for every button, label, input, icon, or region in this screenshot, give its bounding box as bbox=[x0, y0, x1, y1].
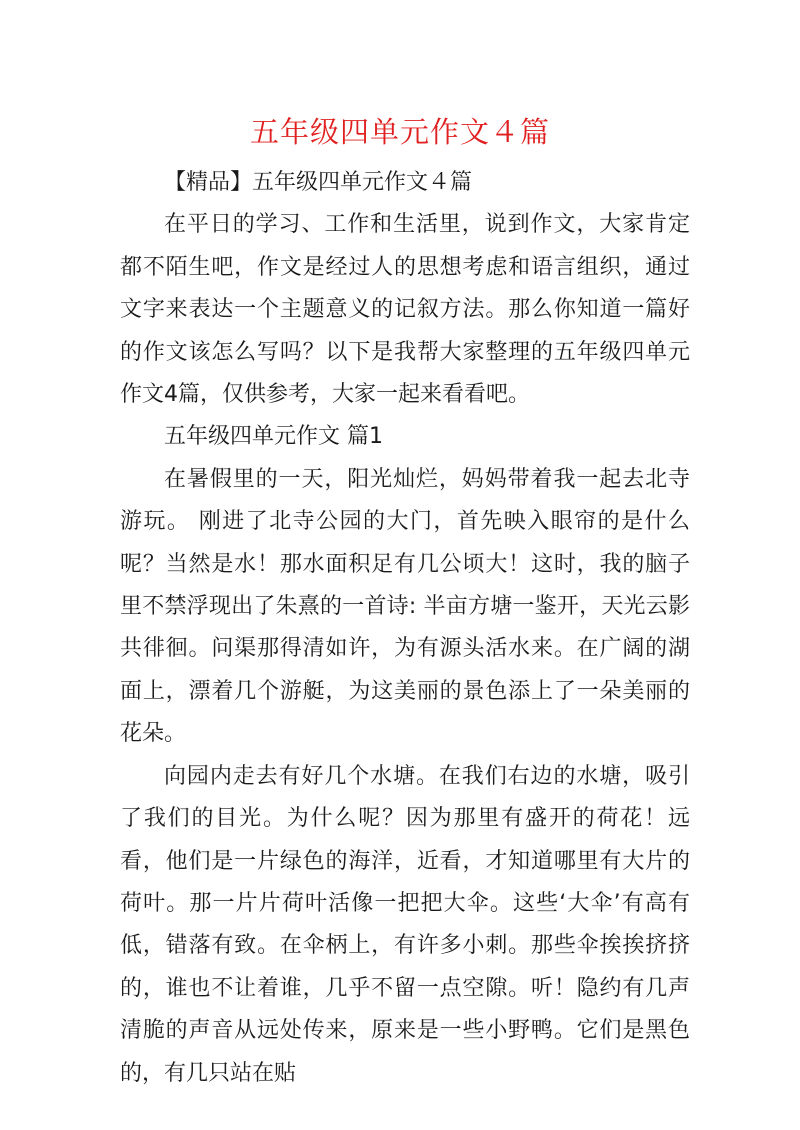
document-title: 五年级四单元作文４篇 bbox=[249, 115, 550, 149]
subtitle-paragraph: 【精品】五年级四单元作文４篇 bbox=[164, 170, 473, 195]
body-paragraph: 在暑假里的一天，阳光灿烂，妈妈带着我一起去北寺游玩。 刚进了北寺公园的大门，首先映入眼帘的是什么呢？当然是水！那水面积足有几公顷大！这时，我的脑子里不禁浮现出了朱熹的一首诗: 半亩方塘一鉴开，天光云影共徘徊。问渠那得清如许，为有源头活水来。在广阔的湖面上，漂着几个游艇，为这美丽的景色添上了一朵美丽的花朵。 bbox=[120, 466, 690, 747]
document-body bbox=[120, 162, 690, 1095]
body-paragraph: 向园内走去有好几个水塘。在我们右边的水塘，吸引了我们的目光。为什么呢？因为那里有盛开的荷花！远看，他们是一片绿色的海洋，近看，才知道哪里有大片的荷叶。那一片片荷叶活像一把把大伞。这些‘大伞’有高有低，错落有致。在伞柄上，有许多小刺。那些伞挨挨挤挤的，谁也不让着谁，几乎不留一点空隙。听！隐约有几声清脆的声音从远处传来，原来是一些小野鸭。它们是黑色的，有几只站在贴 bbox=[120, 763, 690, 1086]
section-heading: 五年级四单元作文 篇1 bbox=[164, 424, 383, 450]
intro-paragraph: 在平日的学习、工作和生活里，说到作文，大家肯定都不陌生吧，作文是经过人的思想考虑和语言组织，通过文字来表达一个主题意义的记叙方法。那么你知道一篇好的作文该怎么写吗？以下是我帮大家整理的五年级四单元作文4篇，仅供参考，大家一起来看看吧。 bbox=[120, 212, 690, 408]
